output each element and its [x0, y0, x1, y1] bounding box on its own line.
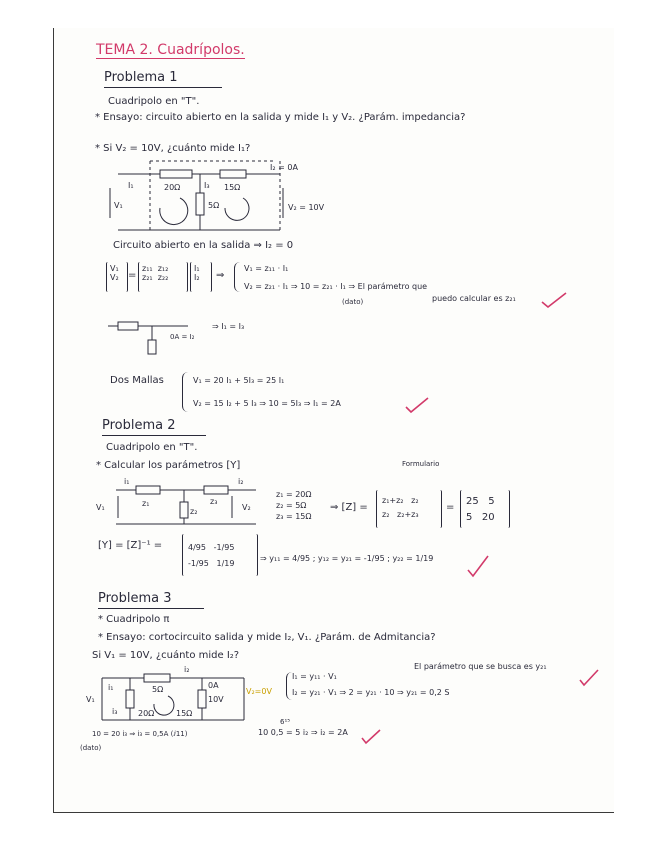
p1-mallas-eq-1: V₁ = 20 I₁ + 5I₃ = 25 I₁ — [193, 376, 285, 385]
p2-circ-z1: z₁ — [142, 499, 150, 508]
p1-open-circuit-note: Circuito abierto en la salida ⇒ I₂ = 0 — [113, 240, 294, 251]
problem-2-heading: Problema 2 — [102, 419, 206, 436]
p3-calc-1: 10 = 20 i₃ ⇒ i₃ = 0,5A (ⅈ11) — [92, 730, 188, 738]
p1-circ-r1: 20Ω — [164, 183, 181, 192]
p1-check-icon-2 — [404, 396, 430, 414]
p1-check-icon-1 — [540, 290, 568, 308]
p3-circ-r1: 20Ω — [138, 709, 155, 718]
p3-circ-r3: 15Ω — [176, 709, 193, 718]
p2-zmat-values: z₁+z₂ z₂ z₂ z₂+z₃ — [382, 496, 419, 520]
p3-circ-i3: i₃ — [112, 707, 118, 716]
problem-1-heading: Problema 1 — [104, 71, 222, 88]
p1-line-1: Cuadripolo en "T". — [108, 96, 200, 107]
p3-circ-i1: i₁ — [108, 683, 114, 692]
p1-i-values: I₁ I₂ — [194, 264, 200, 283]
p3-circuit-diagram — [84, 664, 284, 734]
p3-circ-v1: V₁ — [86, 695, 95, 704]
p2-circ-i2: i₂ — [238, 477, 244, 486]
p1-circ-v1: V₁ — [114, 201, 123, 210]
p2-circ-z2: z₂ — [190, 507, 198, 516]
p1-eq-1: V₁ = z₁₁ · I₁ — [244, 264, 289, 273]
p1-circ-r2: 15Ω — [224, 183, 241, 192]
p1-mallas-eq-2: V₂ = 15 I₂ + 5 I₃ ⇒ 10 = 5I₃ ⇒ I₁ = 2A — [193, 399, 341, 408]
p3-check-icon-2 — [360, 728, 382, 746]
p1-z-values: z₁₁ z₁₂ z₂₁ z₂₂ — [142, 264, 169, 283]
p3-calc-2: 10 0,5 = 5 i₂ ⇒ i₂ = 2A — [258, 728, 348, 737]
p3-calc-2-top: 6¹⁵ — [280, 718, 291, 726]
p3-circ-i2: i₂ — [184, 665, 190, 674]
p1-node-label: 0A = I₂ — [170, 333, 195, 341]
p1-mallas-label: Dos Mallas — [110, 375, 164, 386]
p1-eq-2: V₂ = z₂₁ · I₁ ⇒ 10 = z₂₁ · I₁ ⇒ El parámetro que — [244, 282, 428, 291]
p1-line-3: * Si V₂ = 10V, ¿cuánto mide I₁? — [95, 143, 251, 154]
problem-3-heading: Problema 3 — [98, 592, 204, 609]
p3-circ-v2: V₂=0V — [246, 687, 272, 696]
p1-dato: (dato) — [342, 298, 364, 306]
p2-check-icon — [466, 554, 492, 578]
p3-line-2: * Ensayo: cortocircuito salida y mide I₂, V₁. ¿Parám. de Admitancia? — [98, 632, 436, 643]
p1-circ-r3: 5Ω — [208, 201, 220, 210]
p2-y-values: 4/95 -1/95 -1/95 1/19 — [188, 543, 235, 568]
page-title: TEMA 2. Cuadrípolos. — [96, 42, 245, 58]
p1-brace — [234, 262, 241, 292]
p3-eq-1: I₁ = y₁₁ · V₁ — [292, 672, 337, 681]
p1-line-2: * Ensayo: circuito abierto en la salida y mide I₁ y V₂. ¿Parám. impedancia? — [95, 112, 466, 123]
p2-line-1: Cuadripolo en "T". — [106, 442, 198, 453]
p2-line-2: * Calcular los parámetros [Y] — [96, 460, 241, 471]
p2-zmat-label: ⇒ [Z] = — [330, 502, 368, 513]
p2-y-label: [Y] = [Z]⁻¹ = — [98, 540, 163, 551]
p2-circuit-diagram — [96, 478, 276, 528]
p2-formulario-note: Formulario — [402, 460, 440, 468]
p1-circ-i3: I₃ — [204, 181, 210, 190]
p3-line-3: Si V₁ = 10V, ¿cuánto mide I₂? — [92, 650, 240, 661]
p2-zres-values: 25 5 5 20 — [466, 496, 495, 523]
p1-circ-i1: I₁ — [128, 181, 134, 190]
p2-circ-v2: V₂ — [242, 503, 251, 512]
p2-y-result: ⇒ y₁₁ = 4/95 ; y₁₂ = y₂₁ = -1/95 ; y₂₂ = 1/19 — [260, 554, 434, 563]
p3-line-1: * Cuadripolo π — [98, 614, 170, 625]
p1-circ-v2: V₂ = 10V — [288, 203, 325, 212]
p1-eq-2b: puedo calcular es z₂₁ — [432, 294, 516, 303]
p3-circ-r2: 5Ω — [152, 685, 164, 694]
p1-v-values: V₁ V₂ — [110, 264, 119, 283]
p3-dato: (dato) — [80, 744, 102, 752]
p1-circuit-diagram — [100, 158, 330, 233]
p1-circ-i2: I₂ = 0A — [270, 163, 298, 172]
p2-z-values: z₁ = 20Ω z₂ = 5Ω z₃ = 15Ω — [276, 490, 312, 521]
p2-circ-z3: z₃ — [210, 497, 218, 506]
p2-circ-i1: i₁ — [124, 477, 130, 486]
p3-circ-10v: 10V — [208, 695, 224, 704]
p3-eq-2: I₂ = y₂₁ · V₁ ⇒ 2 = y₂₁ · 10 ⇒ y₂₁ = 0,2 S — [292, 688, 450, 697]
p1-mallas-brace — [182, 372, 189, 412]
p1-node-result: ⇒ I₁ = I₃ — [212, 322, 245, 331]
p3-check-icon-1 — [578, 668, 600, 688]
p2-circ-v1: V₁ — [96, 503, 105, 512]
p3-note: El parámetro que se busca es y₂₁ — [414, 662, 547, 671]
p3-circ-oa: 0A — [208, 681, 219, 690]
